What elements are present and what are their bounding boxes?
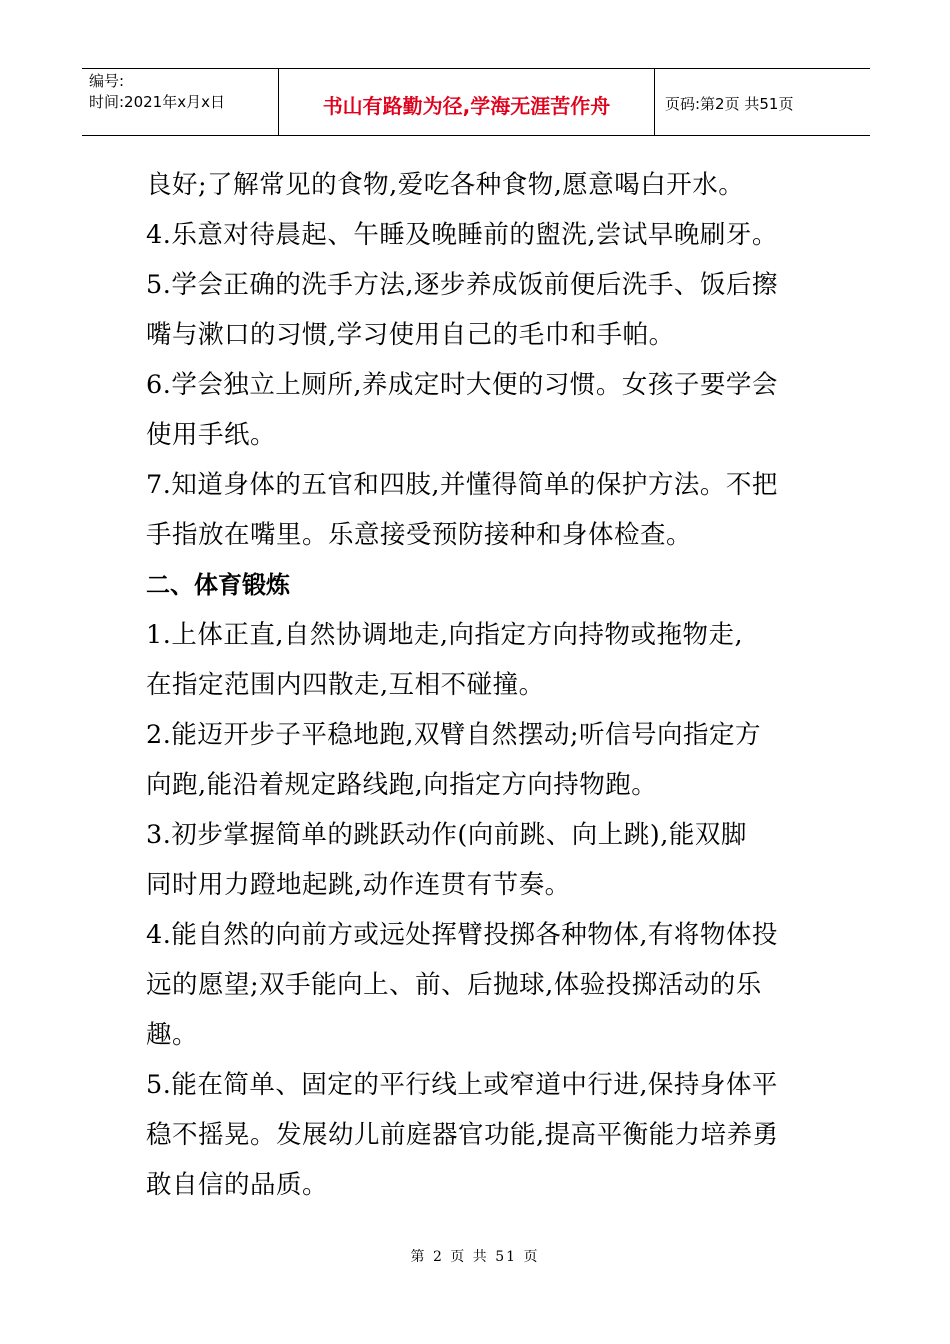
text-line: 6.学会独立上厕所,养成定时大便的习惯。女孩子要学会 xyxy=(146,370,778,400)
text-line: 在指定范围内四散走,互相不碰撞。 xyxy=(146,670,545,700)
text-line: 1.上体正直,自然协调地走,向指定方向持物或拖物走, xyxy=(146,620,744,650)
text-line: 手指放在嘴里。乐意接受预防接种和身体检查。 xyxy=(146,520,693,550)
text-line: 远的愿望;双手能向上、前、后抛球,体验投掷活动的乐 xyxy=(146,970,762,1000)
text-line: 2.能迈开步子平稳地跑,双臂自然摆动;听信号向指定方 xyxy=(146,720,762,750)
text-line: 敢自信的品质。 xyxy=(146,1170,329,1200)
code-label: 编号: xyxy=(89,72,125,90)
text-line: 3.初步掌握简单的跳跃动作(向前跳、向上跳),能双脚 xyxy=(146,820,747,850)
header-page-info: 页码:第2页 共51页 xyxy=(665,94,794,113)
page-footer: 第 2 页 共 51 页 xyxy=(410,1249,540,1265)
header-motto: 书山有路勤为径,学海无涯苦作舟 xyxy=(279,69,655,135)
section-heading: 二、体育锻炼 xyxy=(146,571,290,599)
text-line: 嘴与漱口的习惯,学习使用自己的毛巾和手帕。 xyxy=(146,320,675,350)
text-line: 趣。 xyxy=(146,1020,199,1050)
text-line: 同时用力蹬地起跳,动作连贯有节奏。 xyxy=(146,870,571,900)
text-line: 5.学会正确的洗手方法,逐步养成饭前便后洗手、饭后擦 xyxy=(146,270,778,300)
page-header xyxy=(82,68,870,136)
text-line: 5.能在简单、固定的平行线上或窄道中行进,保持身体平 xyxy=(146,1070,778,1100)
text-line: 使用手纸。 xyxy=(146,420,277,450)
text-line: 向跑,能沿着规定路线跑,向指定方向持物跑。 xyxy=(146,770,658,800)
text-line: 良好;了解常见的食物,爱吃各种食物,愿意喝白开水。 xyxy=(146,170,745,200)
text-line: 4.乐意对待晨起、午睡及晚睡前的盥洗,尝试早晚刷牙。 xyxy=(146,220,778,250)
text-line: 4.能自然的向前方或远处挥臂投掷各种物体,有将物体投 xyxy=(146,920,778,950)
header-meta xyxy=(82,69,279,135)
text-line: 稳不摇晃。发展幼儿前庭器官功能,提高平衡能力培养勇 xyxy=(146,1120,779,1150)
document-body xyxy=(146,160,810,1210)
time-label: 时间:2021年x月x日 xyxy=(89,93,225,111)
text-line: 7.知道身体的五官和四肢,并懂得简单的保护方法。不把 xyxy=(146,470,778,500)
